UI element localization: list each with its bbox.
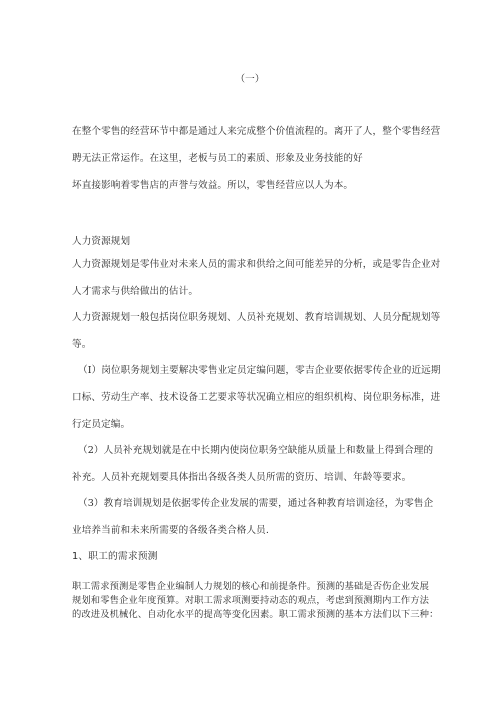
demand-body-line-3: 的改进及机械化、自动化水平的提高等变化因素。职工需求预测的基本方法们以下三种：: [72, 609, 439, 620]
item2-line-2: 补充。人员补充规划要具体指出各级各类人员所需的资历、培训、年龄等要求。: [72, 472, 412, 483]
demand-body-line-2: 规划和零售企业年度预算。对职工需求项测要持动态的观点，考虑到预测期内工作方法: [72, 595, 430, 606]
item1-line-2: 口标、劳动生产率、技术设备工艺要求等状况确立相应的组织机构、岗位职务标准，进: [72, 392, 441, 403]
item3-line-1: （3）教育培训规划是依据零传企业发展的需要，通过各种教育培训途径，为零售企: [78, 498, 434, 509]
intro-line-3: 坏直接影响着零售店的声誉与效益。所以，零售经营应以人为本。: [72, 180, 354, 191]
hr-scope-line-1: 人力资源规划一般包括岗位职务规划、人员补充规划、教育培训规划、人员分配规划等: [72, 312, 441, 323]
hr-definition-line-2: 人才需求与供给做出的估计。: [72, 286, 199, 297]
hr-planning-title: 人力资源规划: [72, 236, 131, 247]
item1-line-1: （I）岗位职务规划主要解决零售业定员定编问题，零吉企业要依据零传企业的近远期: [78, 365, 441, 376]
demand-forecast-title: 1、职工的需求预测: [72, 551, 158, 562]
item3-line-2: 业培养当前和未来所需要的各级各类合格人员.: [72, 525, 270, 536]
intro-line-2: 聘无法正常运作。在这里，老板与员工的素质、形象及业务技能的好: [72, 153, 363, 164]
item2-line-1: （2）人员补充规划就是在中长期内使岗位职务空缺能从质量上和数量上得到合理的: [78, 445, 434, 456]
section-mark: （一）: [235, 74, 265, 85]
intro-line-1: 在整个零售的经营环节中都是通过人来完成整个价值流程的。离开了人，整个零售经营: [72, 126, 441, 137]
hr-definition-line-1: 人力资源规划是零伟业对未来人员的需求和供给之间可能差异的分析，或是零告企业对: [72, 259, 441, 270]
item1-line-3: 行定员定编。: [72, 419, 131, 430]
hr-scope-line-2: 等。: [72, 339, 92, 350]
demand-body-line-1: 职工需求预测是零售企业编制人力规划的核心和前提条件。预测的基础是否伤企业发展: [72, 581, 430, 592]
